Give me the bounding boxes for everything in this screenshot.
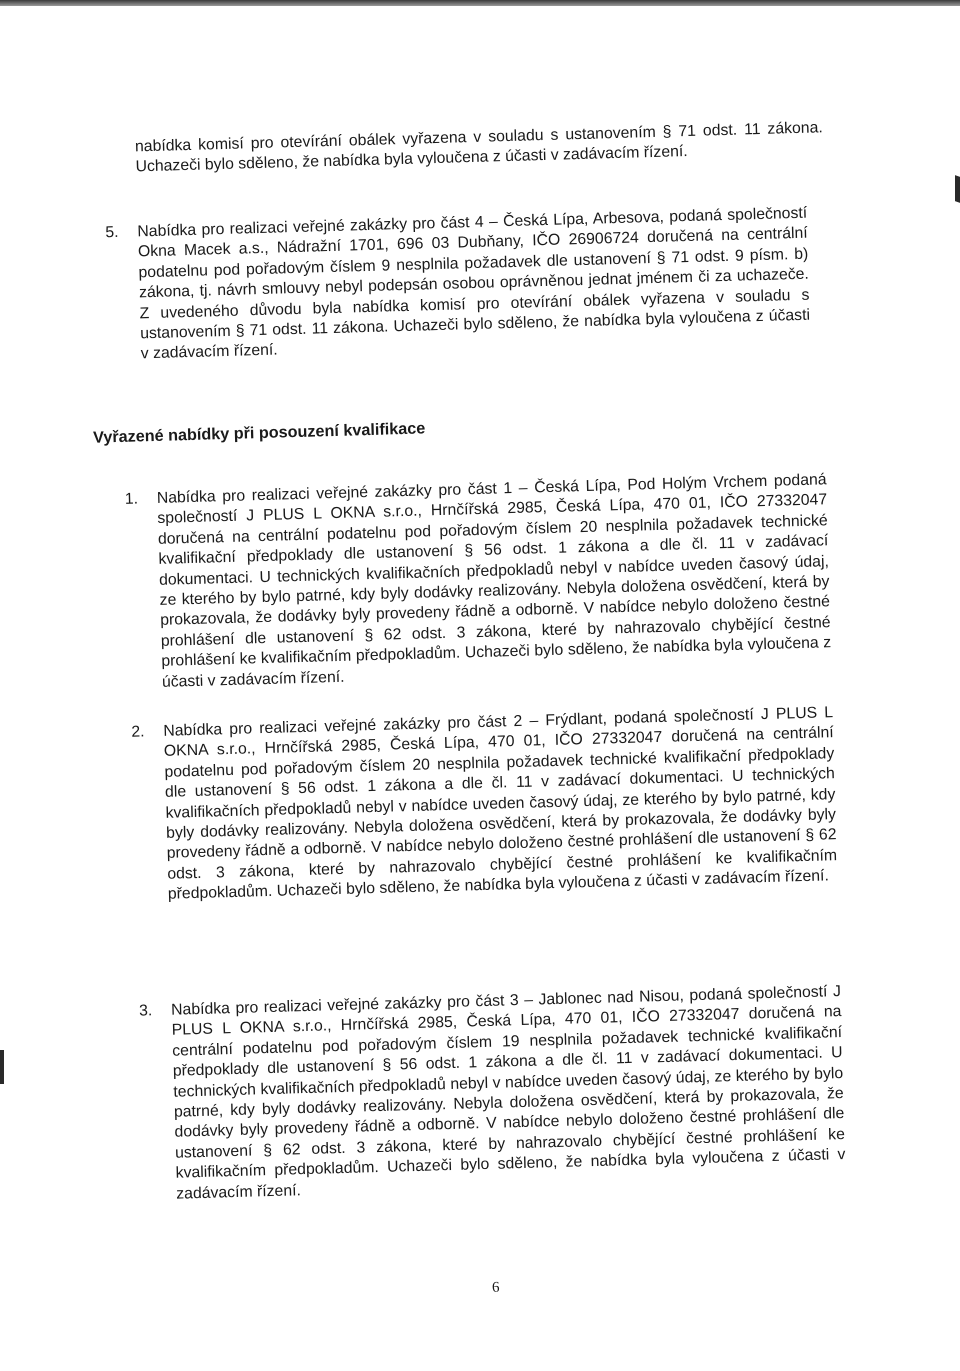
item-number: 1. — [124, 490, 139, 508]
page-number: 6 — [491, 1279, 500, 1296]
section-heading: Vyřazené nabídky při posouzení kvalifikace — [92, 419, 426, 447]
item-text: Nabídka pro realizaci veřejné zakázky pro část 2 – Frýdlant, podaná společností J PLUS L OKNA s.r.o., Hrnčířská 2985, Česká Lípa, 470 01, IČO 27332047 doručená na centrální podatelnu pod pořadovým číslem 20 nesplnila požadavek technické kvalifikační předpoklady dle ustanovení § 56 odst. 1 zákona a dle čl. 11 v zadávací dokumentaci. U technických kvalifikačních předpokladů nebyl v nabídce uveden časový údaj, ze kterého by bylo patrné, kdy byly dodávky realizovány. Nebyla doložena osvědčení, která by prokazovala, že dodávky byly provedeny řádně a odborně. V nabídce nebylo doloženo čestné prohlášení dle ustanovení § 62 odst. 3 zákona, které by nahrazovalo chybějící čestné prohlášení ke kvalifikačním předpokladům. Uchazeči bylo sděleno, že nabídka byla vyloučena z účasti v zadávacím řízení. — [163, 704, 838, 904]
scan-mark-right — [955, 175, 960, 203]
item-number: 5. — [105, 223, 119, 242]
item-text: Nabídka pro realizaci veřejné zakázky pro část 3 – Jablonec nad Nisou, podaná společností J PLUS L OKNA s.r.o., Hrnčířská 2985, Česká Lípa, 470 01, IČO 27332047 doručená na centrální podatelnu pod pořadovým číslem 19 nesplnila požadavek technické kvalifikační předpoklady dle ustanovení § 56 odst. 1 zákona a dle čl. 11 v zadávací dokumentaci. U technických kvalifikačních předpokladů nebyl v nabídce uveden časový údaj, ze kterého by bylo patrné, kdy byly dodávky realizovány. Nebyla doložena osvědčení, která by prokazovala, že dodávky byly provedeny řádně a odborně. V nabídce nebylo doloženo čestné prohlášení dle ustanovení § 62 odst. 3 zákona, které by nahrazovalo chybějící čestné prohlášení ke kvalifikačním předpokladům. Uchazeči bylo sděleno, že nabídka byla vyloučena z účasti v zadávacím řízení. — [170, 983, 846, 1203]
item-number: 2. — [131, 723, 145, 741]
intro-paragraph: nabídka komisí pro otevírání obálek vyřazena v souladu s ustanovením § 71 odst. 11 zákona. Uchazeči bylo sděleno, že nabídka byla vyloučena z účasti v zadávacím řízení. — [134, 119, 823, 176]
item-text: Nabídka pro realizaci veřejné zakázky pro část 1 – Česká Lípa, Pod Holým Vrchem podaná společností J PLUS L OKNA s.r.o., Hrnčířská 2985, Česká Lípa, 470 01, IČO 27332047 doručená na centrální podatelnu pod pořadovým číslem 20 nesplnila požadavek technické kvalifikační předpoklady dle ustanovení § 56 odst. 1 zákona a dle čl. 11 v zadávací dokumentaci. U technických kvalifikačních předpokladů nebyl v nabídce uveden časový údaj, ze kterého by bylo patrné, kdy byly dodávky realizovány. Nebyla doložena osvědčení, která by prokazovala, že dodávky byly provedeny řádně a odborně. V nabídce nebylo doloženo čestné prohlášení dle ustanovení § 62 odst. 3 zákona, které by nahrazovalo chybějící čestné prohlášení ke kvalifikačním předpokladům. Uchazeči bylo sděleno, že nabídka byla vyloučena z účasti v zadávacím řízení. — [156, 471, 832, 691]
item-text: Nabídka pro realizaci veřejné zakázky pro část 4 – Česká Lípa, Arbesova, podaná společností Okna Macek a.s., Nádražní 1701, 696 03 Dubňany, IČO 26906724 doručená na centrální podatelnu pod pořadovým číslem 9 nesplnila požadavek dle ustanovení § 71 odst. 9 písm. b) zákona, tj. návrh smlouvy nebyl podepsán osobou oprávněnou jednat jménem či za uchazeče. Z uvedeného důvodu byla nabídka komisí pro otevírání obálek vyřazena v souladu s ustanovením § 71 odst. 11 zákona. Uchazeči bylo sděleno, že nabídka byla vyloučena z účasti v zadávacím řízení. — [137, 204, 811, 363]
scan-mark-left — [0, 1050, 4, 1084]
item-number: 3. — [138, 1002, 153, 1020]
